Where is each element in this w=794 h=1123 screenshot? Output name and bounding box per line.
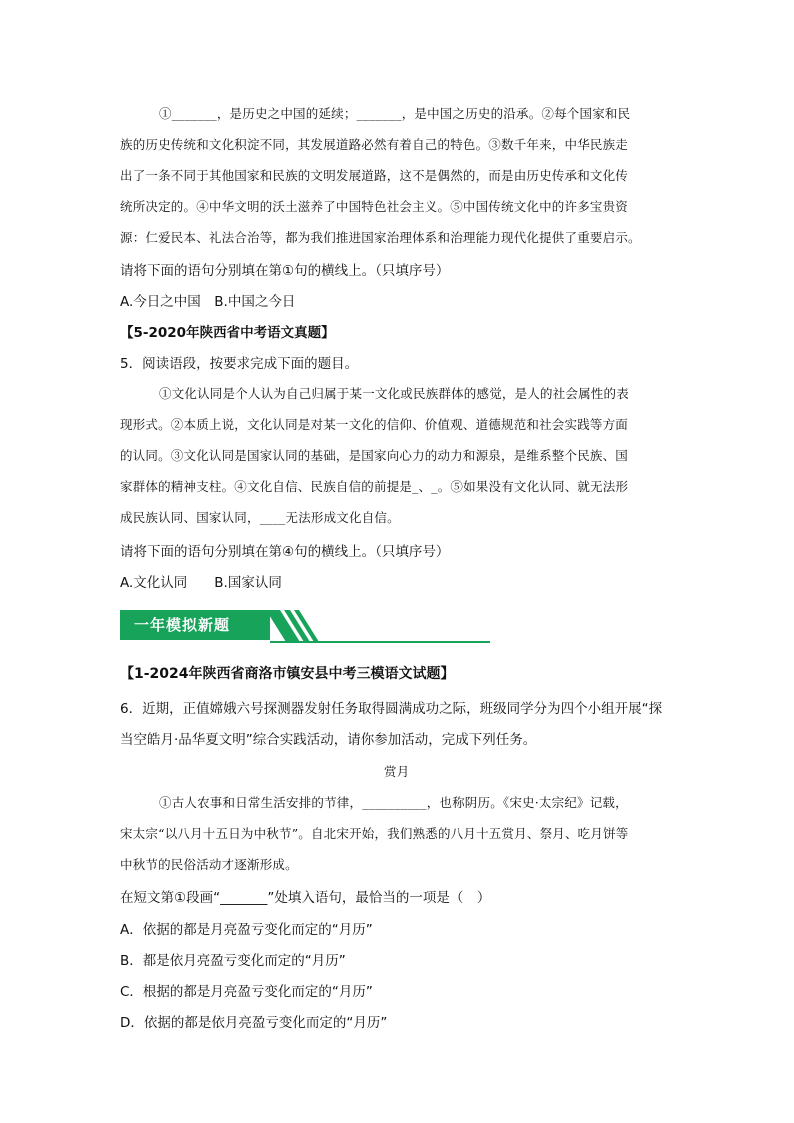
q5-options: A.文化认同 B.国家认同: [120, 575, 282, 591]
q6-passage-title: 赏月: [384, 764, 410, 779]
q6-question: 在短文第①段画“_______”处填入语句，最恰当的一项是（ ）: [120, 890, 491, 906]
q4-passage-line: ①_______，是历史之中国的延续；_______，是中国之历史的沿承。②每个国家和民: [159, 106, 631, 121]
q5-instruction: 请将下面的语句分别填在第④句的横线上。（只填序号）: [120, 544, 450, 560]
q4-passage-line: 源：仁爱民本、礼法合治等，都为我们推进国家治理体系和治理能力现代化提供了重要启示。: [120, 230, 641, 245]
q5-passage-line: 的认同。③文化认同是国家认同的基础，是国家向心力的动力和源泉，是维系整个民族、国: [120, 448, 629, 463]
q4-instruction: 请将下面的语句分别填在第①句的横线上。（只填序号）: [120, 263, 450, 279]
q4-passage-line: 统所决定的。④中华文明的沃土滋养了中国特色社会主义。⑤中国传统文化中的许多宝贵资: [120, 199, 629, 214]
q5-passage-line: 家群体的精神支柱。④文化自信、民族自信的前提是_、_。⑤如果没有文化认同、就无法形: [120, 479, 629, 494]
q6-passage-line: 宋太宗“以八月十五日为中秋节”。自北宋开始，我们熟悉的八月十五赏月、祭月、吃月饼等: [120, 826, 629, 841]
q5-source-heading: 【5-2020年陕西省中考语文真题】: [120, 325, 335, 341]
q6-option-a: A．依据的都是月亮盈亏变化而定的“月历”: [120, 922, 373, 938]
section-banner-label: 一年模拟新题: [120, 610, 270, 640]
q5-passage-line: 成民族认同、国家认同，____无法形成文化自信。: [120, 510, 400, 525]
q4-passage-line: 族的历史传统和文化积淀不同，其发展道路必然有着自己的特色。③数千年来，中华民族走: [120, 137, 629, 152]
q5-passage-line: ①文化认同是个人认为自己归属于某一文化或民族群体的感觉，是人的社会属性的表: [159, 386, 629, 401]
banner-underline: [270, 641, 490, 643]
q6-option-b: B．都是依月亮盈亏变化而定的“月历”: [120, 953, 346, 969]
q6-passage-line: ①古人农事和日常生活安排的节律，__________，也称阴历。《宋史·太宗纪》记载，: [159, 795, 628, 810]
q6-option-d: D．依据的都是依月亮盈亏变化而定的“月历”: [120, 1015, 388, 1031]
q6-source-heading: 【1-2024年陕西省商洛市镇安县中考三模语文试题】: [120, 666, 455, 682]
q6-stem-line: 6．近期，正值嫦娥六号探测器发射任务取得圆满成功之际，班级同学分为四个小组开展“探: [120, 701, 663, 717]
q6-passage-line: 中秋节的民俗活动才逐渐形成。: [120, 857, 298, 872]
q6-stem-line: 当空皓月·品华夏文明”综合实践活动，请你参加活动，完成下列任务。: [120, 732, 537, 748]
section-banner: [120, 608, 370, 644]
q6-option-c: C．根据的都是月亮盈亏变化而定的“月历”: [120, 984, 373, 1000]
banner-stripes-icon: [266, 608, 326, 644]
q4-passage-line: 出了一条不同于其他国家和民族的文明发展道路，这不是偶然的，而是由历史传承和文化传: [120, 168, 629, 183]
q5-passage-line: 现形式。②本质上说，文化认同是对某一文化的信仰、价值观、道德规范和社会实践等方面: [120, 417, 629, 432]
q5-stem: 5．阅读语段，按要求完成下面的题目。: [120, 356, 359, 372]
q4-options: A.今日之中国 B.中国之今日: [120, 294, 296, 310]
